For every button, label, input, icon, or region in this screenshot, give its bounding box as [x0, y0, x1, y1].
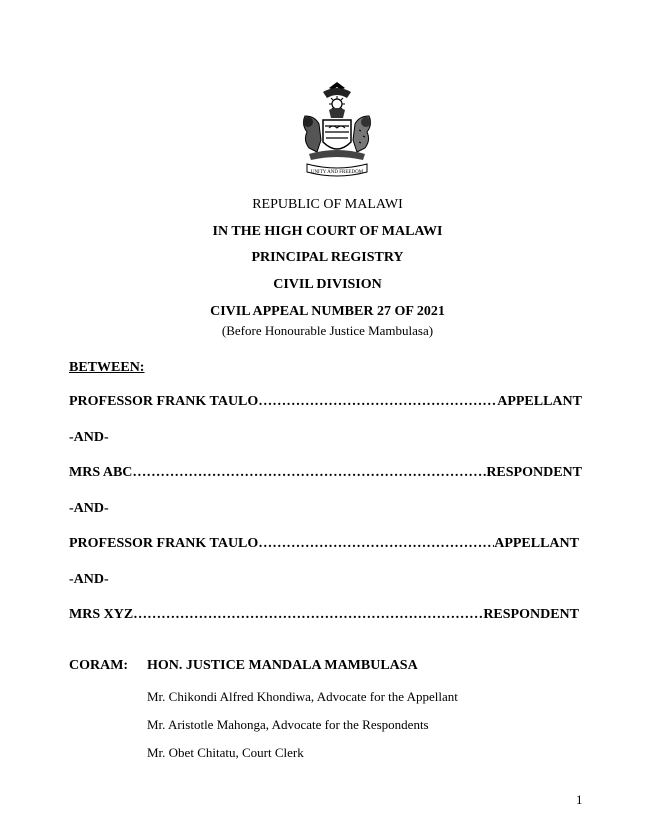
leader-dots: [258, 394, 497, 410]
leader-dots: [258, 536, 494, 552]
party-appellant-1: [69, 394, 582, 410]
leader-dots: [132, 465, 486, 481]
party-name: MRS XYZ: [69, 607, 134, 622]
party-name: MRS ABC: [69, 465, 133, 480]
coram-court-clerk: Mr. Obet Chitatu, Court Clerk: [147, 745, 304, 760]
republic-title: REPUBLIC OF MALAWI: [252, 197, 403, 212]
party-role: RESPONDENT: [483, 607, 579, 622]
coat-of-arms-crest: [293, 80, 381, 180]
and-label: -AND-: [69, 501, 109, 516]
party-role: APPELLANT: [497, 394, 582, 409]
coram-advocate-appellant: Mr. Chikondi Alfred Khondiwa, Advocate for the Appellant: [147, 689, 458, 704]
and-label: -AND-: [69, 572, 109, 587]
party-role: APPELLANT: [494, 536, 579, 551]
between-label: BETWEEN:: [69, 360, 145, 375]
party-role: RESPONDENT: [486, 465, 582, 480]
and-label: -AND-: [69, 430, 109, 445]
crest-motto: UNITY AND FREEDOM: [310, 170, 364, 175]
party-name: PROFESSOR FRANK TAULO: [69, 536, 259, 551]
division-title: CIVIL DIVISION: [273, 277, 382, 292]
coram-label: CORAM:: [69, 658, 129, 673]
before-justice: (Before Honourable Justice Mambulasa): [221, 323, 434, 338]
coram-advocate-respondents: Mr. Aristotle Mahonga, Advocate for the Respondents: [147, 717, 429, 732]
page-number: 1: [576, 792, 583, 807]
court-title: IN THE HIGH COURT OF MALAWI: [212, 224, 443, 239]
leader-dots: [133, 607, 483, 623]
party-name: PROFESSOR FRANK TAULO: [69, 394, 259, 409]
coram-judge: HON. JUSTICE MANDALA MAMBULASA: [147, 658, 418, 673]
party-appellant-2: [69, 536, 579, 552]
party-respondent-1: [69, 465, 582, 481]
party-respondent-2: [69, 607, 579, 623]
case-number: CIVIL APPEAL NUMBER 27 OF 2021: [210, 304, 445, 319]
registry-title: PRINCIPAL REGISTRY: [251, 250, 404, 265]
